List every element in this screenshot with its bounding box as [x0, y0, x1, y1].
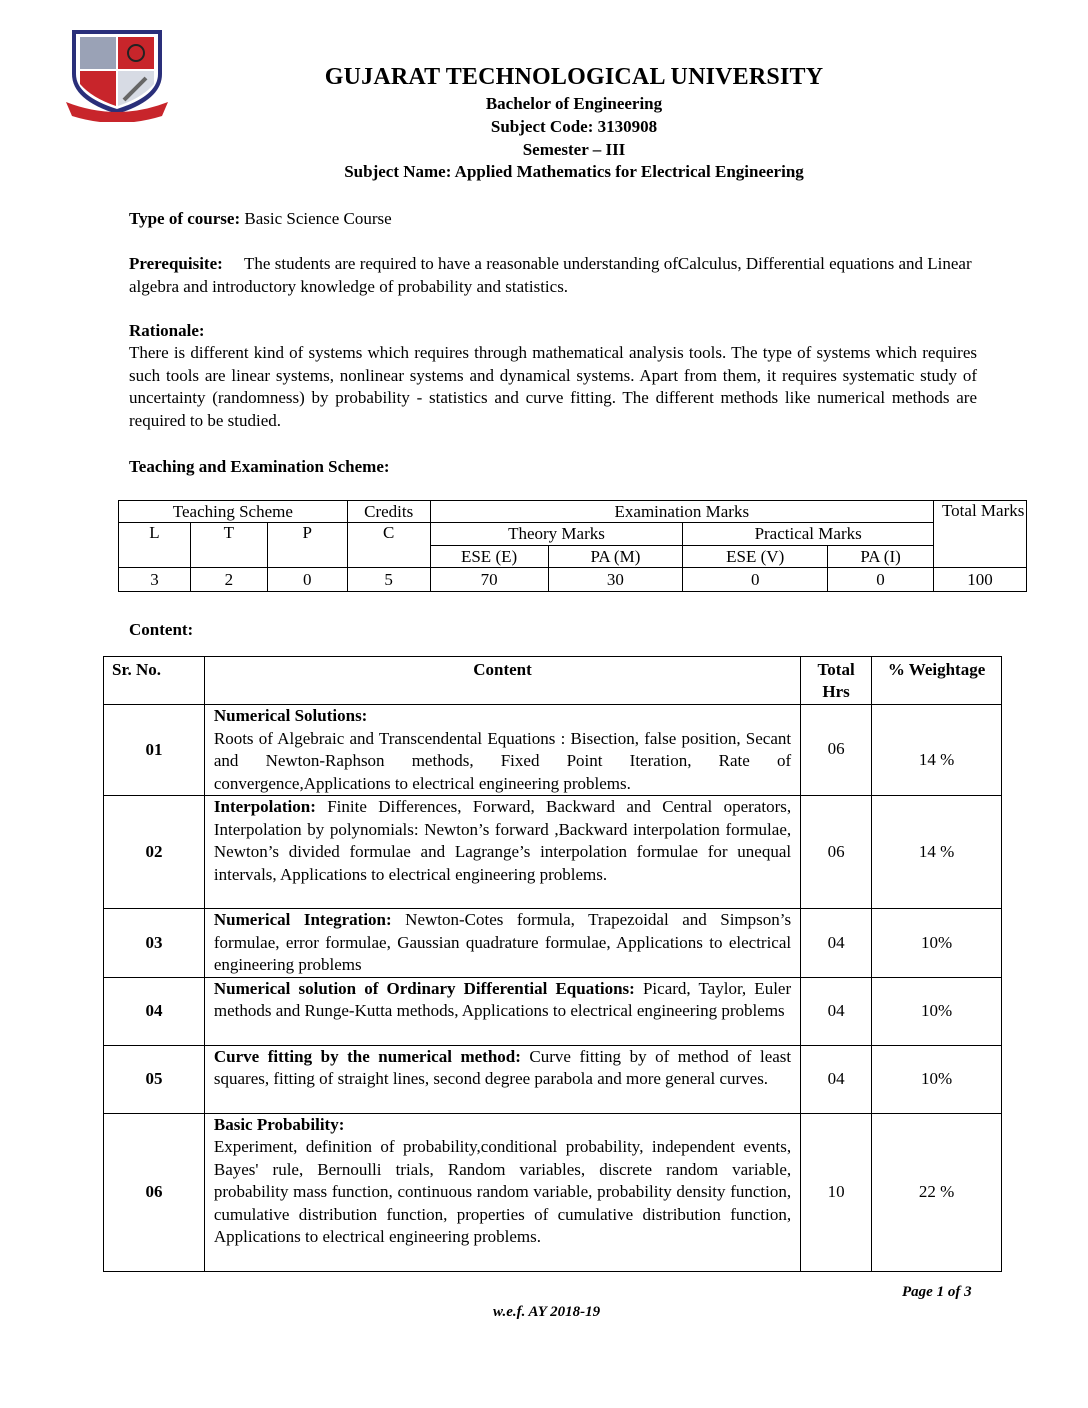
- row-text: Picard, Taylor, Euler methods and Runge-Kutta methods, Applications to electrical engineering problems: [213, 978, 792, 1020]
- semester: Semester – III: [522, 140, 626, 159]
- sr-no-header: Sr. No.: [104, 657, 205, 705]
- row-sr: 05: [104, 1045, 205, 1113]
- row-title: Interpolation:: [213, 797, 316, 816]
- c-value: 5: [347, 568, 430, 592]
- table-row: [104, 1113, 1002, 1271]
- prerequisite: [129, 253, 977, 298]
- row-hrs: 04: [801, 977, 872, 1045]
- teaching-scheme-header: Teaching Scheme: [119, 501, 348, 523]
- c-header: C: [347, 523, 430, 568]
- row-hrs: 10: [801, 1113, 872, 1271]
- content-header: Content: [204, 657, 800, 705]
- row-text: Newton-Cotes formula, Trapezoidal and Simpson’s formulae, error formulae, Gaussian quadrature formulae, Applications to electrical engineering problems: [213, 910, 792, 974]
- ese-e-header: ESE (E): [430, 546, 548, 568]
- prerequisite-text: The students are required to have a reasonable understanding ofCalculus, Differential equations and Linear algebra and introductory knowledge of probability and statistics.: [129, 254, 972, 296]
- table-row: [104, 1045, 1002, 1113]
- total-marks-header: Total Marks: [933, 501, 1026, 568]
- row-content: [204, 1045, 800, 1113]
- course-type: [129, 208, 977, 231]
- row-sr: 04: [104, 977, 205, 1045]
- row-hrs: 04: [801, 1045, 872, 1113]
- table-row: [104, 909, 1002, 978]
- row-weight: 10%: [872, 977, 1002, 1045]
- row-hrs: 06: [801, 796, 872, 909]
- row-text: Experiment, definition of probability,conditional probability, independent events, Bayes' rule, Bernoulli trials, Random variables, discrete random variable, probability mass function, continuous random variable, probability density function, cumulative distribution function, properties of cumulative distribution function, Applications to electrical engineering problems.: [213, 1137, 792, 1246]
- course-type-value: Basic Science Course: [240, 209, 392, 228]
- course-type-label: Type of course:: [129, 209, 241, 228]
- row-weight: 10%: [872, 909, 1002, 978]
- university-title: GUJARAT TECHNOLOGICAL UNIVERSITY: [324, 64, 824, 90]
- subject-code: Subject Code: 3130908: [490, 117, 658, 136]
- subject-name: Subject Name: Applied Mathematics for Electrical Engineering: [344, 162, 804, 181]
- pa-i-header: PA (I): [828, 546, 934, 568]
- content-heading: Content:: [129, 620, 194, 639]
- practical-marks-header: Practical Marks: [683, 523, 934, 546]
- prerequisite-label: Prerequisite:: [129, 254, 223, 273]
- t-value: 2: [190, 568, 267, 592]
- row-weight: 10%: [872, 1045, 1002, 1113]
- row-content: [204, 796, 800, 909]
- row-title: Numerical solution of Ordinary Differential Equations:: [213, 978, 635, 998]
- l-header: L: [119, 523, 191, 568]
- row-weight: 22 %: [872, 1113, 1002, 1271]
- table-row: [104, 977, 1002, 1045]
- p-header: P: [267, 523, 347, 568]
- row-sr: 02: [104, 796, 205, 909]
- total-marks-value: 100: [933, 568, 1026, 592]
- row-sr: 01: [104, 705, 205, 796]
- row-title: Numerical Integration:: [213, 910, 392, 929]
- scheme-heading: Teaching and Examination Scheme:: [129, 457, 390, 476]
- row-weight: 14 %: [872, 796, 1002, 909]
- row-content: [204, 1113, 800, 1271]
- row-sr: 06: [104, 1113, 205, 1271]
- row-hrs: 06: [801, 705, 872, 796]
- row-title: Numerical Solutions:: [213, 706, 368, 725]
- degree-title: Bachelor of Engineering: [485, 94, 663, 113]
- pa-m-header: PA (M): [548, 546, 683, 568]
- l-value: 3: [119, 568, 191, 592]
- credits-header: Credits: [347, 501, 430, 523]
- ese-e-value: 70: [430, 568, 548, 592]
- pa-m-value: 30: [548, 568, 683, 592]
- row-content: [204, 977, 800, 1045]
- table-row: [104, 796, 1002, 909]
- t-header: T: [190, 523, 267, 568]
- ese-v-header: ESE (V): [683, 546, 828, 568]
- row-weight: 14 %: [872, 705, 1002, 796]
- exam-marks-header: Examination Marks: [430, 501, 933, 523]
- row-text: Finite Differences, Forward, Backward and Central operators, Interpolation by polynomials: Newton’s forward ,Backward interpolation formulae, Newton’s divided formulae and Lagrange’s interpolation formulae for unequal intervals, Applications to electrical engineering problems.: [213, 797, 792, 884]
- row-sr: 03: [104, 909, 205, 978]
- total-hrs-header: Total Hrs: [801, 657, 872, 705]
- wef-note: w.e.f. AY 2018-19: [493, 1304, 601, 1320]
- pa-i-value: 0: [828, 568, 934, 592]
- page-number: Page 1 of 3: [902, 1284, 972, 1300]
- table-row: [104, 705, 1002, 796]
- ese-v-value: 0: [683, 568, 828, 592]
- row-title: Curve fitting by the numerical method:: [213, 1046, 521, 1066]
- weightage-header: % Weightage: [872, 657, 1002, 705]
- rationale-heading: Rationale:: [129, 321, 205, 340]
- row-title: Basic Probability:: [213, 1114, 345, 1134]
- content-table: [103, 656, 1002, 1272]
- rationale-text: There is different kind of systems which requires through mathematical analysis tools. The type of systems which requires such tools are linear systems, nonlinear systems and dynamical systems. Apart from them, it requires systematic study of uncertainty (randomness) by probability - statistics and curve fitting. The different methods like numerical methods are required to be studied.: [129, 343, 977, 430]
- row-text: Roots of Algebraic and Transcendental Equations : Bisection, false position, Secant and Newton-Raphson methods, Fixed Point Iteration, Rate of convergence,Applications to electrical engineering problems.: [213, 728, 792, 793]
- p-value: 0: [267, 568, 347, 592]
- row-content: [204, 705, 800, 796]
- theory-marks-header: Theory Marks: [430, 523, 683, 546]
- teaching-scheme-table: [118, 500, 1027, 592]
- row-hrs: 04: [801, 909, 872, 978]
- row-content: [204, 909, 800, 978]
- row-text: Curve fitting by of method of least squares, fitting of straight lines, second degree parabola and more general curves.: [213, 1046, 792, 1088]
